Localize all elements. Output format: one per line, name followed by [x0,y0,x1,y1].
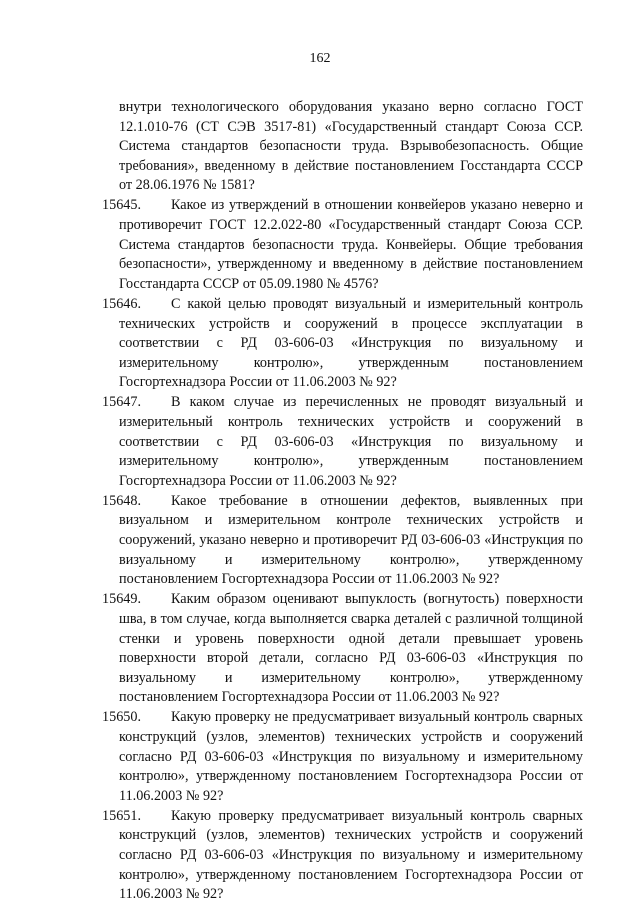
continuation-paragraph: внутри технологического оборудования указано верно согласно ГОСТ 12.1.010-76 (СТ СЭВ 3517-81) «Государственный стандарт Союза ССР. Система стандартов безопасности труда. Взрывобезопасность. Общие требования», введенному в действие постановлением Госстандарта СССР от 28.06.1976 № 1581? [119,99,583,194]
question-item [102,196,583,294]
question-number: 15646. [102,295,142,312]
question-item [102,393,583,491]
question-number: 15649. [102,591,142,608]
page-number: 162 [309,51,331,66]
question-item [102,807,583,905]
page-content [102,98,583,905]
question-item [102,590,583,708]
question-item [102,708,583,806]
question-number: 15647. [102,394,142,411]
question-text: Какую проверку предусматривает визуальный контроль сварных конструкций (узлов, элементов) технических устройств и сооружений согласно РД 03-606-03 «Инструкция по визуальному и измерительному контролю», утвержденному постановлением Госгортехнадзора России от 11.06.2003 № 92? [119,807,583,903]
question-text: С какой целью проводят визуальный и измерительный контроль технических устройств и сооружений в процессе эксплуатации в соответствии с РД 03-606-03 «Инструкция по визуальному и измерительному контролю», утвержденным постановлением Госгортехнадзора России от 11.06.2003 № 92? [119,295,583,391]
question-text: Каким образом оценивают выпуклость (вогнутость) поверхности шва, в том случае, когда выполняется сварка деталей с различной толщиной стенки и уровень поверхности одной детали превышает уровень поверхности второй детали, согласно РД 03-606-03 «Инструкция по визуальному и измерительному контролю», утвержденному постановлением Госгортехнадзора России от 11.06.2003 № 92? [119,591,583,706]
question-item [102,492,583,590]
question-number: 15648. [102,492,142,509]
question-number: 15650. [102,709,142,726]
question-text: Какую проверку не предусматривает визуальный контроль сварных конструкций (узлов, элементов) технических устройств и сооружений согласно РД 03-606-03 «Инструкция по визуальному и измерительному контролю», утвержденному постановлением Госгортехнадзора России от 11.06.2003 № 92? [119,709,583,804]
question-number: 15651. [102,807,142,824]
question-text: В каком случае из перечисленных не проводят визуальный и измерительный контроль технических устройств и сооружений в соответствии с РД 03-606-03 «Инструкция по визуальному и измерительному контролю», утвержденным постановлением Госгортехнадзора России от 11.06.2003 № 92? [119,394,583,489]
question-item [102,295,583,393]
question-text: Какое требование в отношении дефектов, выявленных при визуальном и измерительном контроле технических устройств и сооружений, указано неверно и противоречит РД 03-606-03 «Инструкция по визуальному и измерительному контролю», утвержденному постановлением Госгортехнадзора России от 11.06.2003 № 92? [119,492,583,588]
question-number: 15645. [102,197,142,214]
question-text: Какое из утверждений в отношении конвейеров указано неверно и противоречит ГОСТ 12.2.022-80 «Государственный стандарт Союза ССР. Система стандартов безопасности труда. Конвейеры. Общие требования безопасности», утвержденному и введенному в действие постановлением Госстандарта СССР от 05.09.1980 № 4576? [119,197,583,292]
